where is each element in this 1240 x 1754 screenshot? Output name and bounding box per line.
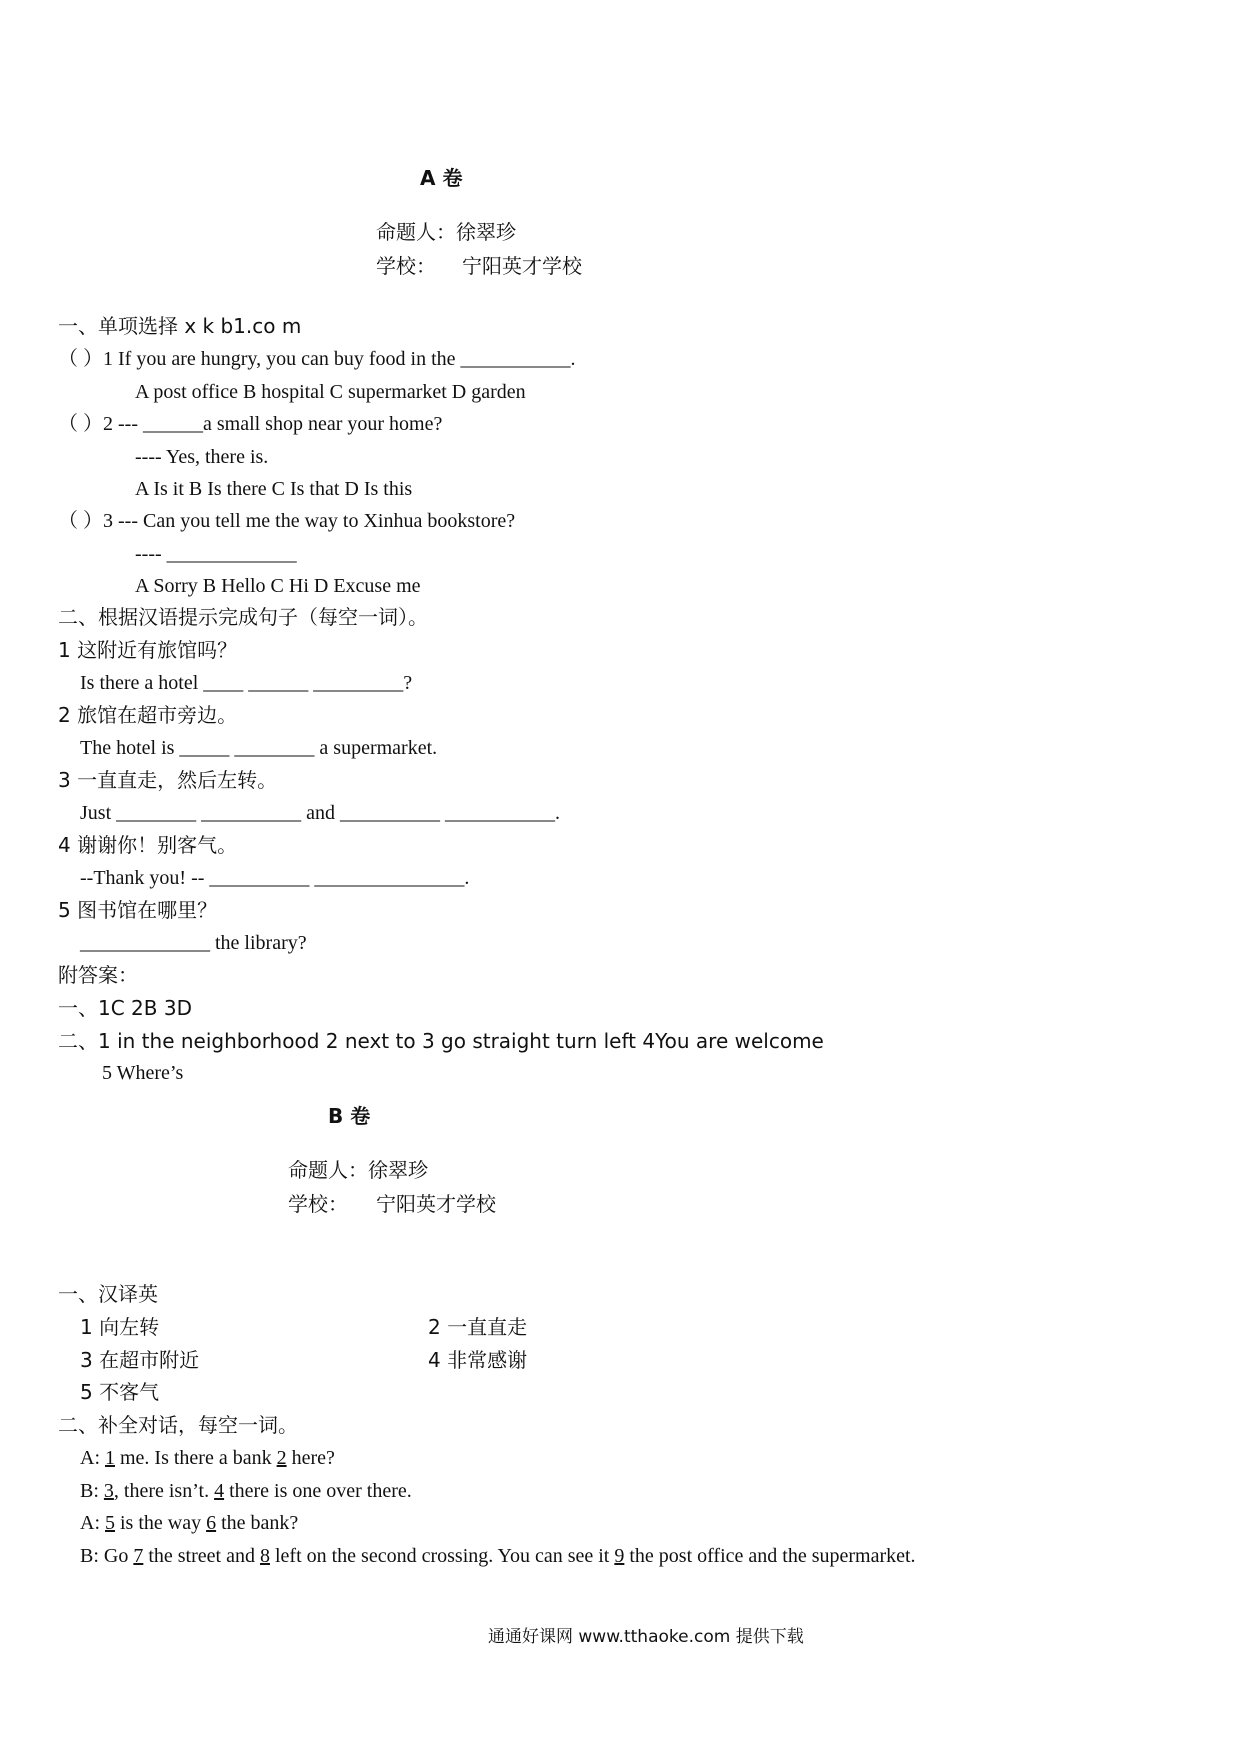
blank-number: 7 bbox=[133, 1545, 144, 1567]
b-item-5: 5 不客气 bbox=[80, 1380, 160, 1404]
dialogue-text: the street and bbox=[143, 1545, 260, 1567]
a-sentence-3-en: Just ________ __________ and __________ ___________. bbox=[80, 802, 560, 824]
a-question-1: （ ）1 If you are hungry, you can buy food in the ___________. bbox=[58, 348, 576, 370]
dialogue-text: is the way bbox=[115, 1512, 207, 1534]
dialogue-text: the post office and the supermarket. bbox=[624, 1545, 916, 1567]
b-section2-heading: 二、补全对话，每空一词。 bbox=[58, 1413, 298, 1437]
b-dialogue-line-1 bbox=[80, 1446, 335, 1470]
answer-section-2: 二、1 in the neighborhood 2 next to 3 go straight turn left 4You are welcome bbox=[58, 1029, 824, 1053]
dialogue-text: A: bbox=[80, 1447, 105, 1469]
dialogue-text: , there isn’t. bbox=[113, 1480, 215, 1502]
paper-b-title: B 卷 bbox=[328, 1104, 371, 1128]
a-section2-heading: 二、根据汉语提示完成句子（每空一词）。 bbox=[58, 605, 428, 629]
a-sentence-5-cn: 5 图书馆在哪里？ bbox=[58, 898, 218, 922]
dialogue-text: here? bbox=[286, 1447, 335, 1469]
blank-number: 2 bbox=[276, 1447, 287, 1469]
a-question-2: （ ）2 --- ______a small shop near your home? bbox=[58, 413, 443, 435]
b-item-4: 4 非常感谢 bbox=[428, 1348, 528, 1372]
dialogue-text: B: bbox=[80, 1480, 104, 1502]
a-question-1-options: A post office B hospital C supermarket D garden bbox=[135, 381, 526, 403]
answer-section-1: 一、1C 2B 3D bbox=[58, 996, 192, 1020]
paper-a-author: 命题人：徐翠珍 bbox=[376, 220, 516, 244]
dialogue-text: left on the second crossing. You can see it bbox=[269, 1545, 615, 1567]
paper-b-school-name: 宁阳英才学校 bbox=[376, 1192, 496, 1216]
a-sentence-4-cn: 4 谢谢你！别客气。 bbox=[58, 833, 238, 857]
a-question-2-options: A Is it B Is there C Is that D Is this bbox=[135, 478, 413, 500]
a-sentence-5-en: _____________ the library? bbox=[80, 932, 307, 954]
b-dialogue-line-3 bbox=[80, 1511, 298, 1535]
b-item-3: 3 在超市附近 bbox=[80, 1348, 200, 1372]
paper-b-school-label: 学校： bbox=[288, 1192, 348, 1216]
paper-a-school-name: 宁阳英才学校 bbox=[462, 254, 582, 278]
dialogue-text: A: bbox=[80, 1512, 105, 1534]
blank-number: 8 bbox=[259, 1545, 270, 1567]
a-question-3-options: A Sorry B Hello C Hi D Excuse me bbox=[135, 575, 421, 597]
a-question-3-reply: ---- _____________ bbox=[135, 543, 297, 565]
footer-watermark: 通通好课网 www.tthaoke.com 提供下载 bbox=[488, 1627, 804, 1647]
blank-number: 9 bbox=[614, 1545, 625, 1567]
answer-heading: 附答案： bbox=[58, 963, 138, 987]
a-sentence-1-cn: 1 这附近有旅馆吗？ bbox=[58, 638, 238, 662]
dialogue-text: me. Is there a bank bbox=[115, 1447, 277, 1469]
b-dialogue-line-4 bbox=[80, 1544, 916, 1568]
b-item-2: 2 一直直走 bbox=[428, 1315, 528, 1339]
paper-b-author: 命题人：徐翠珍 bbox=[288, 1158, 428, 1182]
b-dialogue-line-2 bbox=[80, 1479, 412, 1503]
blank-number: 3 bbox=[103, 1480, 114, 1502]
a-question-2-reply: ---- Yes, there is. bbox=[135, 446, 269, 468]
a-sentence-2-cn: 2 旅馆在超市旁边。 bbox=[58, 703, 238, 727]
dialogue-text: there is one over there. bbox=[224, 1480, 412, 1502]
answer-section-2-cont: 5 Where’s bbox=[102, 1062, 184, 1084]
a-sentence-4-en: --Thank you! -- __________ _______________. bbox=[80, 867, 470, 889]
b-section1-heading: 一、汉译英 bbox=[58, 1282, 158, 1306]
a-sentence-1-en: Is there a hotel ____ ______ _________? bbox=[80, 672, 413, 694]
dialogue-text: the bank? bbox=[216, 1512, 299, 1534]
paper-a-title: A 卷 bbox=[420, 166, 463, 190]
blank-number: 4 bbox=[214, 1480, 225, 1502]
b-item-1: 1 向左转 bbox=[80, 1315, 160, 1339]
a-section1-heading: 一、单项选择 x k b1.co m bbox=[58, 314, 302, 338]
blank-number: 6 bbox=[206, 1512, 217, 1534]
a-sentence-3-cn: 3 一直直走，然后左转。 bbox=[58, 768, 278, 792]
paper-a-school-label: 学校： bbox=[376, 254, 436, 278]
a-sentence-2-en: The hotel is _____ ________ a supermarket. bbox=[80, 737, 438, 759]
blank-number: 1 bbox=[105, 1447, 115, 1469]
a-question-3: （ ）3 --- Can you tell me the way to Xinhua bookstore? bbox=[58, 510, 516, 532]
blank-number: 5 bbox=[105, 1512, 115, 1534]
dialogue-text: B: Go bbox=[80, 1545, 134, 1567]
